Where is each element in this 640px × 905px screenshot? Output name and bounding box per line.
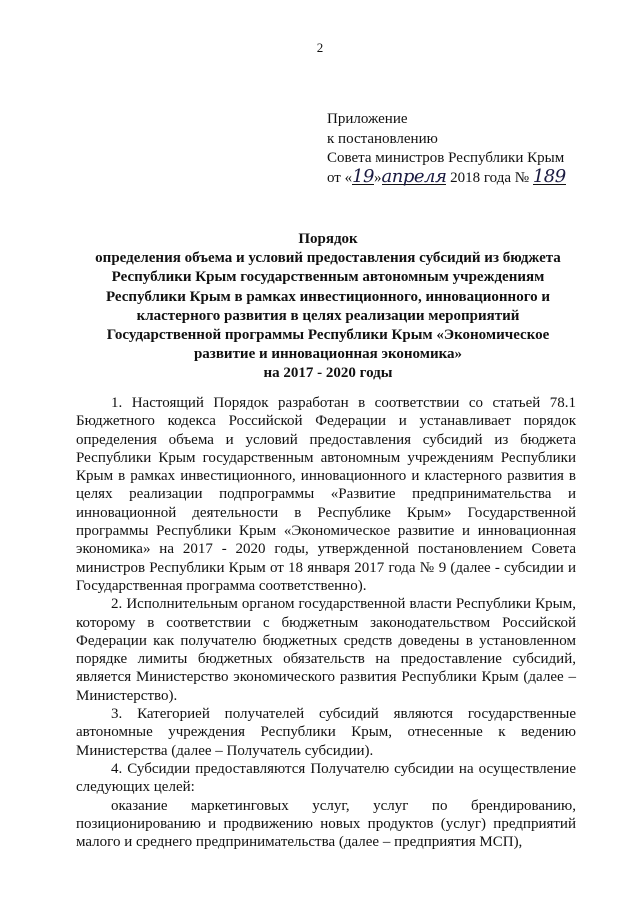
document-body xyxy=(76,394,576,851)
handwritten-number: 189 xyxy=(532,165,566,187)
title-line: Государственной программы Республики Крым «Экономическое xyxy=(106,327,550,344)
title-line: Республики Крым в рамках инвестиционного, инновационного и xyxy=(105,288,551,305)
paragraph-1: 1. Настоящий Порядок разработан в соответствии со статьей 78.1 Бюджетного кодекса Российской Федерации и устанавливает порядок определения объема и условий предоставления субсидий из бюджета Республики Крым государственным автономным учреждениям Республики Крым в рамках инвестиционного, инновационного и кластерного развития в целях реализации подпрограммы «Развитие предпринимательства и инновационной деятельности в Республике Крым» Государственной программы Республики Крым «Экономическое развитие и инновационная экономика» на 2017 - 2020 годы, утвержденной постановлением Совета министров Республики Крым от 18 января 2017 года № 9 (далее - субсидии и Государственная программа соответственно). xyxy=(76,395,576,594)
handwritten-month: апреля xyxy=(381,165,447,187)
paragraph-4: 4. Субсидии предоставляются Получателю субсидии на осуществление следующих целей: xyxy=(76,760,576,796)
appendix-date-line xyxy=(327,165,617,189)
appendix-block xyxy=(327,110,617,188)
paragraph-3: 3. Категорией получателей субсидий являются государственные автономные учреждения Республики Крым, отнесенные к ведению Министерства (далее – Получатель субсидии). xyxy=(76,706,576,759)
title-line: развитие и инновационная экономика» xyxy=(193,346,463,363)
date-prefix: от « xyxy=(327,169,353,186)
date-mid: » xyxy=(374,169,382,186)
paragraph-2: 2. Исполнительным органом государственной власти Республики Крым, которому в соответствии с бюджетным законодательством Российской Федерации как получателю бюджетных средств доведены в установленном порядке лимиты бюджетных обязательств на предоставление субсидий, является Министерство экономического развития Республики Крым (далее – Министерство). xyxy=(76,596,576,704)
title-line: на 2017 - 2020 годы xyxy=(263,365,393,382)
year-text: 2018 года № xyxy=(450,169,530,186)
title-line: Порядок xyxy=(298,231,358,247)
appendix-line-3: Совета министров Республики Крым xyxy=(327,150,565,166)
title-line: кластерного развития в целях реализации мероприятий xyxy=(136,307,520,324)
document-title xyxy=(60,230,596,384)
title-line: Республики Крым государственным автономным учреждениям xyxy=(111,269,545,286)
paragraph-5: оказание маркетинговых услуг, услуг по брендированию, позиционированию и продвижению новых продуктов (услуг) предприятий малого и среднего предпринимательства (далее – предприятия МСП), xyxy=(76,797,576,851)
appendix-line-1: Приложение xyxy=(327,111,408,127)
title-line: определения объема и условий предоставления субсидий из бюджета xyxy=(95,250,561,267)
handwritten-day: 19 xyxy=(352,165,375,187)
appendix-line-2: к постановлению xyxy=(327,130,438,147)
page-number: 2 xyxy=(316,40,324,55)
